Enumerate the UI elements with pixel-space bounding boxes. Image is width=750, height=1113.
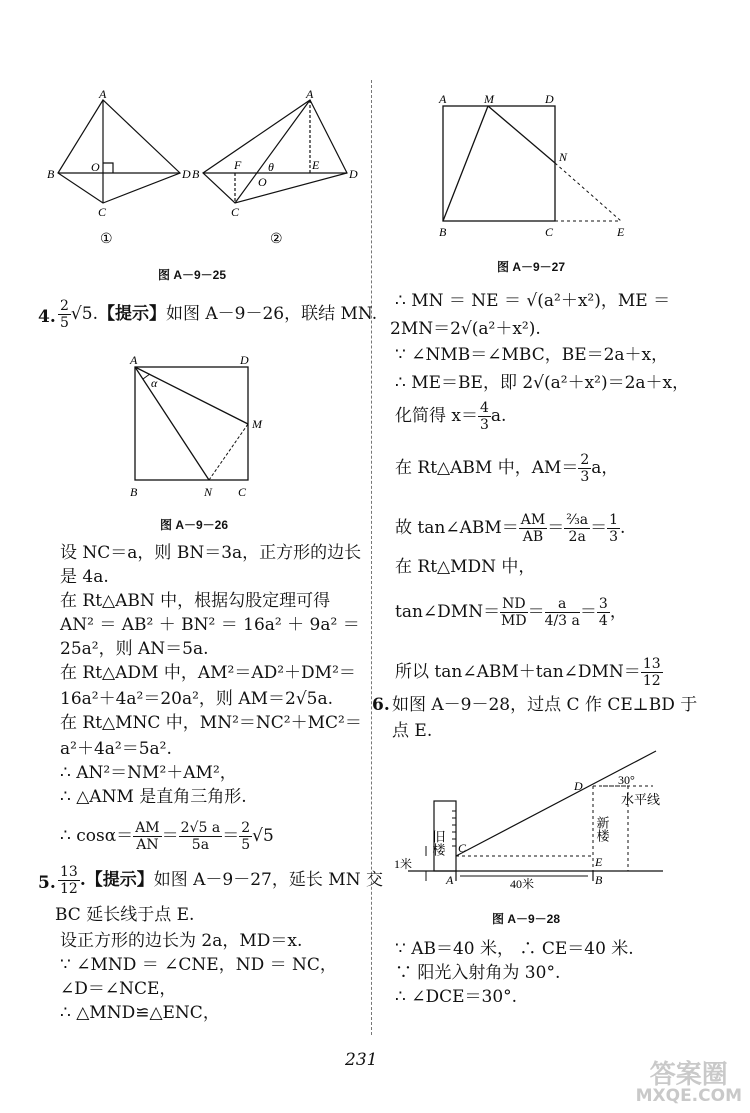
fig25-point-c2: C — [231, 205, 240, 219]
figure-a-9-27 — [425, 88, 640, 248]
fig25-caption: 图 A－9－25 — [158, 268, 227, 282]
sum-line: 所以 tan∠ABM＋tan∠DMN＝ $\frac{13}{12}$ — [395, 656, 661, 689]
left-line-2: 是 4a. — [60, 567, 109, 587]
fig28-distance: 40米 — [510, 877, 535, 891]
fig25-point-o2: O — [258, 175, 267, 189]
page-number: 231 — [345, 1050, 378, 1070]
fig26-point-d: D — [240, 353, 249, 367]
fig25-sub2-label: ② — [270, 232, 283, 247]
fig25-point-d1: D — [182, 167, 191, 181]
p4-hint: 【提示】 — [97, 304, 166, 324]
fig27-point-n: N — [559, 150, 568, 164]
figure-a-9-26 — [120, 352, 270, 502]
simplify-line: 化简得 x＝ $\frac{4}{3}$ a. — [395, 400, 507, 433]
p4-answer-fraction: $\frac{2}{5}$ — [60, 298, 69, 331]
left2-line-3: ∵ ∠MND ＝ ∠CNE，ND ＝ NC， — [60, 955, 337, 975]
p5-text: 如图 A－9－27，延长 MN 交 — [153, 870, 383, 890]
left-line-7: 16a²＋4a²＝20a²，则 AM＝2√5a. — [60, 689, 334, 709]
fig28-old-building: 旧楼 — [430, 830, 446, 856]
left-line-6: 在 Rt△ADM 中，AM²＝AD²＋DM²＝ — [60, 663, 356, 683]
cos-equation: ∴ cosα＝ $\frac{AM}{AN}$ ＝ $\frac{2√5 a}{5a}$ ＝ $\frac{2}{5}$ √5 — [60, 820, 274, 853]
p5-number: 5. — [38, 873, 56, 893]
p4-answer-tail: √5. — [70, 304, 98, 324]
left2-line-1: BC 延长线于点 E. — [55, 905, 195, 925]
fig28-point-a: A — [446, 873, 454, 887]
left-line-1: 设 NC＝a，则 BN＝3a，正方形的边长 — [60, 543, 362, 563]
p6-text: 如图 A－9－28，过点 C 作 CE⊥BD 于 — [392, 695, 698, 715]
fig28-horizontal-line: 水平线 — [621, 792, 661, 807]
p6-text2: 点 E. — [392, 721, 433, 741]
fig25-point-d2: D — [349, 167, 358, 181]
fig28-new-building: 新楼 — [594, 816, 610, 842]
fig28-caption: 图 A－9－28 — [492, 912, 561, 926]
figure-a-9-28 — [388, 746, 668, 896]
fig27-point-a: A — [439, 92, 447, 106]
fig25-point-b1: B — [47, 167, 55, 181]
mdn-line: 在 Rt△MDN 中， — [395, 557, 536, 577]
fig26-alpha: α — [151, 376, 158, 390]
left2-line-2: 设正方形的边长为 2a，MD＝x. — [60, 931, 303, 951]
fig28-angle: 30° — [618, 773, 635, 787]
fig26-point-b: B — [130, 485, 138, 499]
fig27-point-e: E — [617, 225, 625, 239]
fig28-height: 1米 — [394, 857, 413, 871]
tan-dmn-line: tan∠DMN＝ $\frac{ND}{MD}$ ＝ $\frac{a}{4/3 a}$ ＝ $\frac{3}{4}$ ， — [395, 596, 627, 629]
right-line-1: ∴ MN ＝ NE ＝ √(a²＋x²)，ME ＝ — [395, 291, 671, 311]
left2-line-4: ∠D＝∠NCE， — [60, 979, 177, 999]
fig27-caption: 图 A－9－27 — [497, 260, 566, 274]
fig28-point-b: B — [595, 873, 603, 887]
fig25-theta: θ — [268, 160, 274, 174]
fig26-caption: 图 A－9－26 — [160, 518, 229, 532]
fig26-point-c: C — [238, 485, 247, 499]
tan-abm-line: 故 tan∠ABM＝ $\frac{AM}{AB}$ ＝ $\frac{\text{⅔a}}{2a}$ ＝ $\frac{1}{3}$ . — [395, 512, 626, 545]
right-line-2: 2MN＝2√(a²＋x²). — [390, 319, 541, 339]
left2-line-5: ∴ △MND≌△ENC， — [60, 1003, 220, 1023]
left-line-9: a²＋4a²＝5a². — [60, 739, 172, 759]
right-line-4: ∴ ME＝BE，即 2√(a²＋x²)＝2a＋x， — [395, 373, 690, 393]
abm-line: 在 Rt△ABM 中，AM＝ $\frac{2}{3}$ a， — [395, 452, 619, 485]
figure-a-9-25 — [40, 88, 370, 248]
right3-line-3: ∴ ∠DCE＝30°. — [395, 987, 518, 1007]
p4-text: 如图 A－9－26，联结 MN. — [165, 304, 378, 324]
watermark-top: 答案圈 — [649, 1060, 728, 1090]
fig26-point-m: M — [252, 417, 262, 431]
right3-line-1: ∵ AB＝40 米， ∴ CE＝40 米. — [395, 939, 634, 959]
fig25-point-b2: B — [192, 167, 200, 181]
left-line-8: 在 Rt△MNC 中，MN²＝NC²＋MC²＝ — [60, 713, 362, 733]
p4-number: 4. — [38, 307, 56, 327]
right3-line-2: ∵ 阳光入射角为 30°. — [395, 963, 561, 983]
fig25-point-a1: A — [99, 88, 107, 101]
fig28-point-e: E — [595, 855, 603, 869]
left-line-11: ∴ △ANM 是直角三角形. — [60, 787, 247, 807]
fig26-point-n: N — [204, 485, 213, 499]
fig25-point-c1: C — [98, 205, 107, 219]
fig27-point-m: M — [484, 92, 494, 106]
p5-hint: .【提示】 — [79, 870, 154, 890]
fig28-point-d: D — [574, 779, 583, 793]
p5-answer-fraction: $\frac{13}{12}$ — [60, 864, 78, 897]
watermark-bottom: MXQE.COM — [635, 1086, 742, 1106]
right-line-3: ∵ ∠NMB＝∠MBC，BE＝2a＋x， — [395, 345, 669, 365]
fig25-point-f2: F — [234, 158, 242, 172]
fig27-point-b: B — [439, 225, 447, 239]
fig25-point-a2: A — [306, 88, 314, 101]
left-line-4: AN² ＝ AB² ＋ BN² ＝ 16a² ＋ 9a² ＝ — [60, 615, 360, 635]
fig25-point-o1: O — [91, 160, 100, 174]
fig27-point-c: C — [545, 225, 554, 239]
left-line-10: ∴ AN²＝NM²＋AM²， — [60, 763, 237, 783]
fig27-point-d: D — [545, 92, 554, 106]
fig28-point-c: C — [458, 841, 467, 855]
watermark — [636, 1062, 742, 1105]
fig25-point-e2: E — [312, 158, 320, 172]
left-line-5: 25a²，则 AN＝5a. — [60, 639, 209, 659]
left-line-3: 在 Rt△ABN 中，根据勾股定理可得 — [60, 591, 331, 611]
fig26-point-a: A — [130, 353, 138, 367]
fig25-sub1-label: ① — [100, 232, 113, 247]
p6-number: 6. — [372, 695, 390, 715]
